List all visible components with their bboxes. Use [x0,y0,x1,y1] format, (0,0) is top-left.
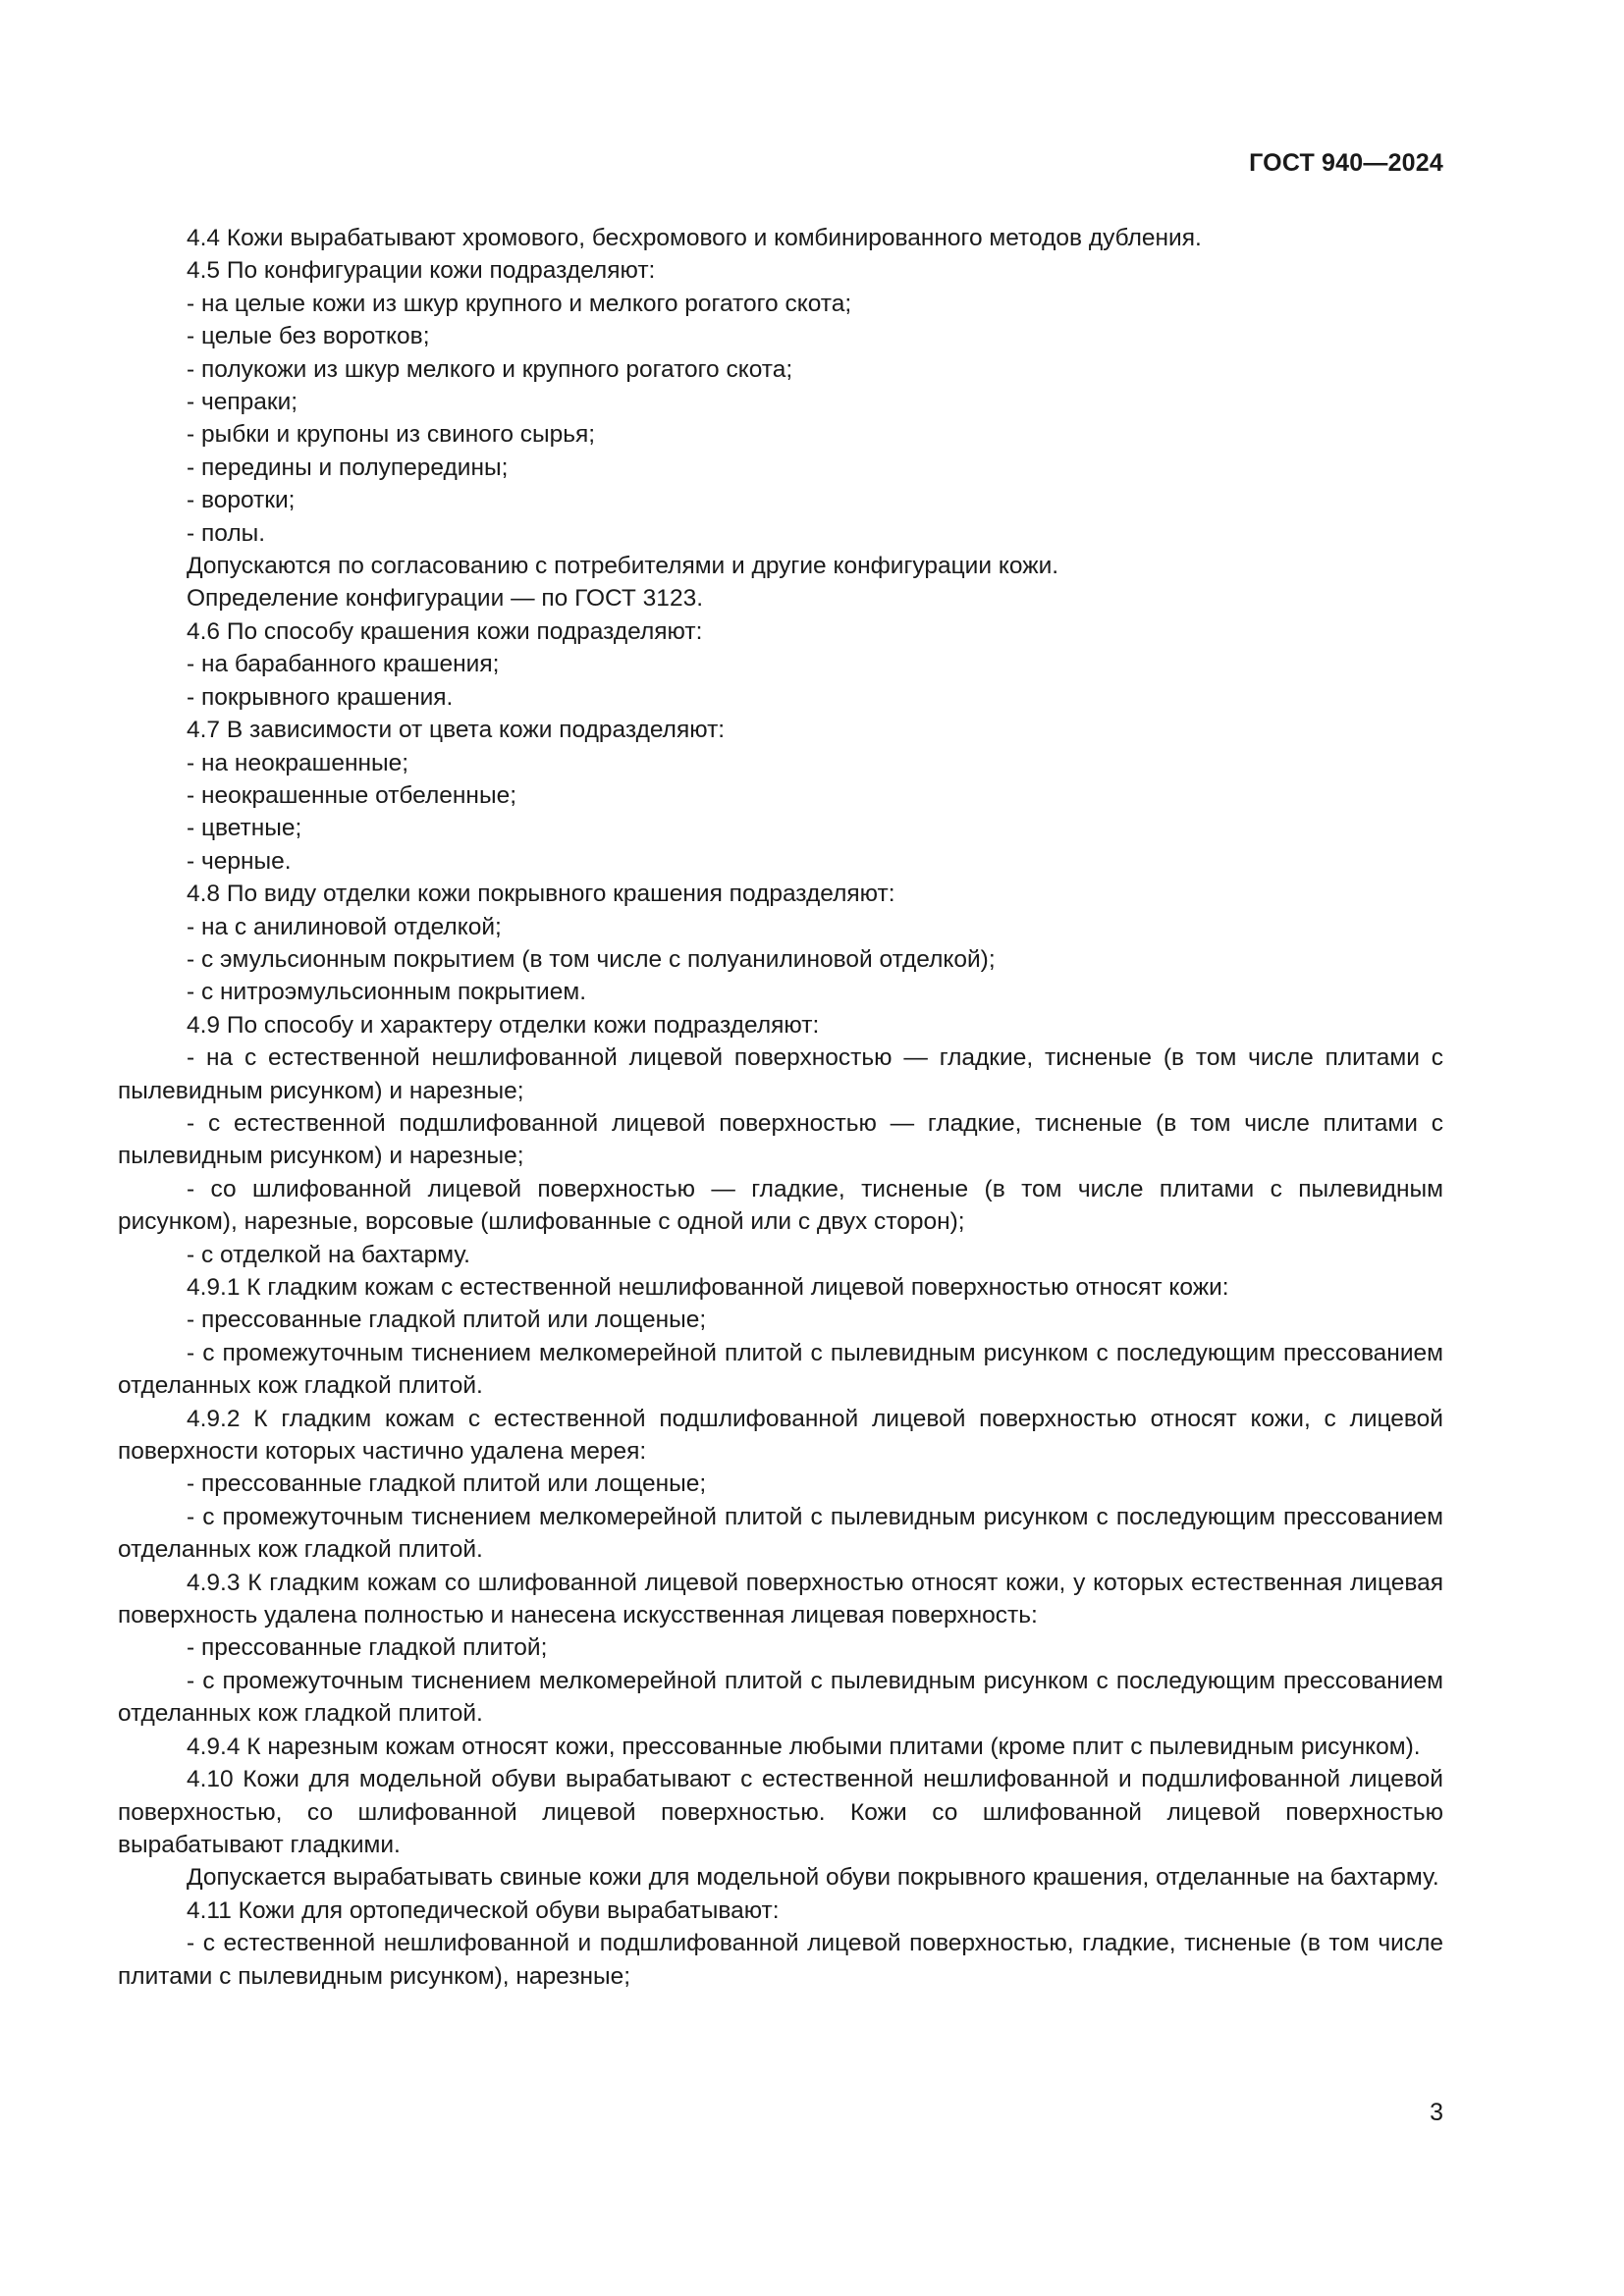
paragraph: 4.7 В зависимости от цвета кожи подразделяют: [187,717,726,744]
paragraph: Допускаются по согласованию с потребителями и другие конфигурации кожи. [187,553,1059,580]
paragraph: 4.6 По способу крашения кожи подразделяют: [187,617,703,645]
list-item: - полукожи из шкур мелкого и крупного рогатого скота; [187,355,793,383]
paragraph: - с естественной нешлифованной и подшлифованной лицевой поверхностью, гладкие, тисненые (в том числе плитами с пылевидным рисунком), нарезные; [118,1930,1443,1990]
paragraph: 4.5 По конфигурации кожи подразделяют: [187,257,656,285]
page-number: 3 [1430,2099,1443,2126]
paragraph: 4.9.2 К гладким кожам с естественной подшлифованной лицевой поверхностью относят кожи, с лицевой поверхности которых частично удалена мерея: [118,1405,1443,1466]
paragraph: Допускается вырабатывать свиные кожи для модельной обуви покрывного крашения, отделанные на бахтарму. [187,1864,1439,1892]
paragraph: 4.8 По виду отделки кожи покрывного крашения подразделяют: [187,881,895,908]
list-item: - передины и полупередины; [187,454,509,481]
list-item: - на целые кожи из шкур крупного и мелкого рогатого скота; [187,290,852,317]
paragraph: 4.4 Кожи вырабатывают хромового, бесхромового и комбинированного методов дубления. [187,225,1202,251]
paragraph: - со шлифованной лицевой поверхностью — гладкие, тисненые (в том числе плитами с пылевидным рисунком), нарезные, ворсовые (шлифованные с одной или с двух сторон); [118,1175,1443,1236]
list-item: - воротки; [187,487,296,514]
list-item: - чепраки; [187,389,298,416]
list-item: - на с анилиновой отделкой; [187,913,502,940]
list-item: - целые без воротков; [187,323,430,350]
document-id-header: ГОСТ 940—2024 [1249,149,1443,177]
paragraph: - прессованные гладкой плитой или лощеные; [187,1470,707,1498]
paragraph: - с промежуточным тиснением мелкомерейной плитой с пылевидным рисунком с последующим прессованием отделанных кож гладкой плитой. [118,1339,1443,1400]
paragraph: Определение конфигурации — по ГОСТ 3123. [187,585,703,613]
paragraph: 4.10 Кожи для модельной обуви вырабатывают с естественной нешлифованной и подшлифованной лицевой поверхностью, со шлифованной лицевой поверхностью. Кожи со шлифованной лицевой поверхностью вырабатывают гладкими. [118,1766,1443,1858]
paragraph: - с естественной подшлифованной лицевой поверхностью — гладкие, тисненые (в том числе плитами с пылевидным рисунком) и нарезные; [118,1109,1443,1170]
paragraph: - с промежуточным тиснением мелкомерейной плитой с пылевидным рисунком с последующим прессованием отделанных кож гладкой плитой. [118,1667,1443,1728]
paragraph: 4.9.1 К гладким кожам с естественной нешлифованной лицевой поверхностью относят кожи: [187,1274,1229,1301]
list-item: - полы. [187,519,266,547]
list-item: - на неокрашенные; [187,749,409,776]
list-item: - неокрашенные отбеленные; [187,781,517,809]
paragraph: - с промежуточным тиснением мелкомерейной плитой с пылевидным рисунком с последующим прессованием отделанных кож гладкой плитой. [118,1503,1443,1564]
list-item: - на барабанного крашения; [187,651,500,678]
paragraph: 4.9.4 К нарезным кожам относят кожи, прессованные любыми плитами (кроме плит с пылевидным рисунком). [187,1733,1421,1760]
list-item: - покрывного крашения. [187,683,454,711]
paragraph: 4.9.3 К гладким кожам со шлифованной лицевой поверхностью относят кожи, у которых естественная лицевая поверхность удалена полностью и нанесена искусственная лицевая поверхность: [118,1569,1443,1629]
paragraph: - с отделкой на бахтарму. [187,1241,470,1268]
list-item: - цветные; [187,815,302,842]
paragraph: - на с естественной нешлифованной лицевой поверхностью — гладкие, тисненые (в том числе плитами с пылевидным рисунком) и нарезные; [118,1044,1443,1104]
paragraph: 4.9 По способу и характеру отделки кожи подразделяют: [187,1011,820,1039]
list-item: - черные. [187,847,292,875]
paragraph: - прессованные гладкой плитой; [187,1634,548,1662]
paragraph: 4.11 Кожи для ортопедической обуви вырабатывают: [187,1896,780,1924]
document-body [118,222,1443,1993]
paragraph: - прессованные гладкой плитой или лощеные; [187,1307,707,1334]
list-item: - с нитроэмульсионным покрытием. [187,979,587,1006]
list-item: - рыбки и крупоны из свиного сырья; [187,421,596,449]
list-item: - с эмульсионным покрытием (в том числе с полуанилиновой отделкой); [187,945,996,973]
